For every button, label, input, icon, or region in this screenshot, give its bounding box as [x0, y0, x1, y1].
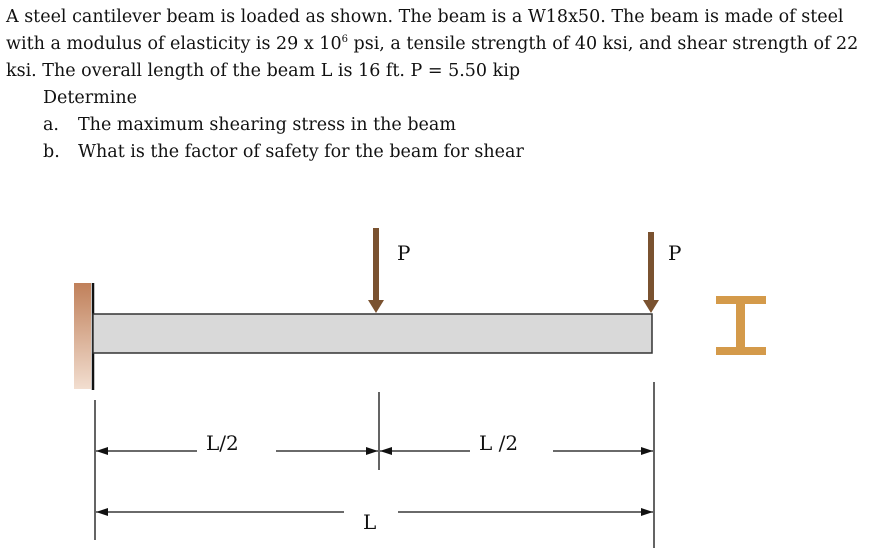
- question-b-letter: b.: [43, 142, 60, 162]
- load-arrow-end: [643, 232, 659, 313]
- intro-text-2: psi, a tensile strength of 40 ksi, and shear strength of 22 ksi. The overall length of the beam L is 16 ft. P = 5.50 kip: [6, 34, 859, 81]
- dimension-total-label: L: [363, 510, 377, 534]
- beam: [93, 314, 652, 353]
- determine-label: Determine: [43, 88, 137, 108]
- question-b-text: What is the factor of safety for the beam for shear: [78, 142, 524, 162]
- load-label-mid: P: [397, 241, 411, 265]
- load-arrow-mid: [368, 228, 384, 313]
- question-a-letter: a.: [43, 115, 59, 135]
- intro-text-1: A steel cantilever beam is loaded as shown. The beam is a W18x50. The beam is made of steel with a modulus of elasticity is 29 x 10: [6, 7, 844, 54]
- fixed-support-wall: [74, 283, 91, 389]
- exponent: 6: [341, 34, 348, 45]
- question-a-text: The maximum shearing stress in the beam: [78, 115, 456, 135]
- load-label-end: P: [668, 241, 682, 265]
- dimension-right-half-label: L /2: [479, 431, 519, 455]
- cross-section-i-beam: [716, 296, 766, 355]
- dimension-left-half-label: L/2: [206, 431, 239, 455]
